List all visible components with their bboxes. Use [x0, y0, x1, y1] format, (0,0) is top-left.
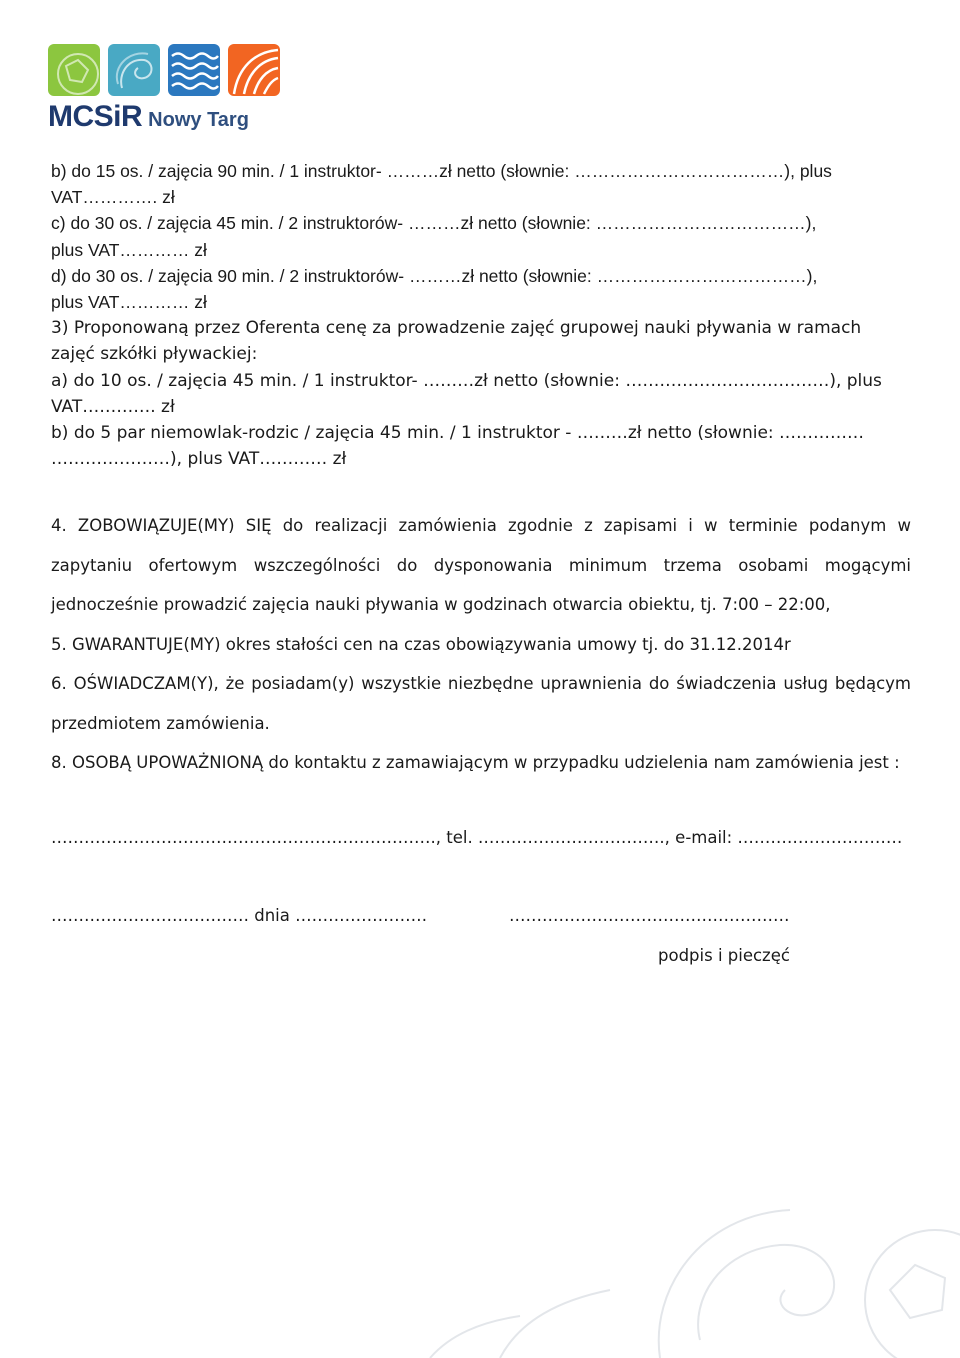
offer-line-b15-vat: VAT…………. zł — [51, 187, 175, 208]
offer-line-b5-pairs: b) do 5 par niemowlak-rodzic / zajęcia 45 min. / 1 instruktor - ………zł netto (słownie: …………… — [51, 423, 865, 444]
signature-line: …………………………………………… — [509, 905, 790, 925]
offer-line-b15: b) do 15 os. / zajęcia 90 min. / 1 instruktor- ………zł netto (słownie: ………………………………), plus — [51, 161, 832, 181]
place-date-signature-row — [51, 903, 911, 929]
track-tile-icon — [228, 44, 280, 96]
offer-line-a10: a) do 10 os. / zajęcia 45 min. / 1 instruktor- ………zł netto (słownie: ………………………………), plus — [51, 370, 882, 391]
swirl-tile-icon — [108, 44, 160, 96]
offer-heading-3: 3) Proponowaną przez Oferenta cenę za prowadzenie zajęć grupowej nauki pływania w ramach — [51, 318, 862, 339]
offer-heading-3-cont: zajęć szkółki pływackiej: — [51, 344, 258, 365]
offer-line-a10-vat: VAT…………. zł — [51, 396, 175, 417]
price-offer-section — [51, 158, 911, 472]
contact-person-line: ……………………………………………………………., tel. ……………………………., e-mail: ………………………… — [51, 827, 903, 847]
offer-line-b5-pairs-vat: …………………), plus VAT………… zł — [51, 449, 347, 470]
offer-line-d30: d) do 30 os. / zajęcia 90 min. / 2 instruktorów- ………zł netto (słownie: ………………………………), — [51, 265, 818, 286]
place-date-line: ……………………………… dnia …………………… — [51, 905, 428, 925]
mcsir-logo — [48, 44, 288, 139]
brand-sub: Nowy Targ — [148, 109, 249, 131]
offer-line-c30-vat: plus VAT………… zł — [51, 239, 207, 260]
declarations-section — [51, 506, 911, 783]
football-tile-icon — [48, 44, 100, 96]
declaration-6: 6. OŚWIADCZAM(Y), że posiadam(y) wszystkie niezbędne uprawnienia do świadczenia usług będącym przedmiotem zamówienia. — [51, 674, 911, 733]
signature-label: podpis i pieczęć — [658, 945, 790, 965]
declaration-8: 8. OSOBĄ UPOWAŻNIONĄ do kontaktu z zamawiającym w przypadku udzielenia nam zamówienia jest : — [51, 753, 900, 773]
declaration-4: 4. ZOBOWIĄZUJE(MY) SIĘ do realizacji zamówienia zgodnie z zapisami i w terminie podanym w zapytaniu ofertowym wszczególności do dysponowania minimum trzema osobami mogącymi jednocześnie prowadzić zajęcia nauki pływania w godzinach otwarcia obiektu, tj. 7:00 – 22:00, — [51, 516, 911, 615]
logo-tiles-icon — [48, 44, 280, 96]
brand-main: MCSiR — [48, 100, 143, 133]
offer-line-d30-vat: plus VAT………… zł — [51, 292, 207, 313]
declaration-5: 5. GWARANTUJE(MY) okres stałości cen na czas obowiązywania umowy tj. do 31.12.2014r — [51, 634, 791, 654]
form-content — [51, 158, 911, 969]
logo-wordmark — [48, 100, 249, 134]
waves-tile-icon — [168, 44, 220, 96]
offer-line-c30: c) do 30 os. / zajęcia 45 min. / 2 instruktorów- ………zł netto (słownie: ………………………………), — [51, 213, 817, 234]
